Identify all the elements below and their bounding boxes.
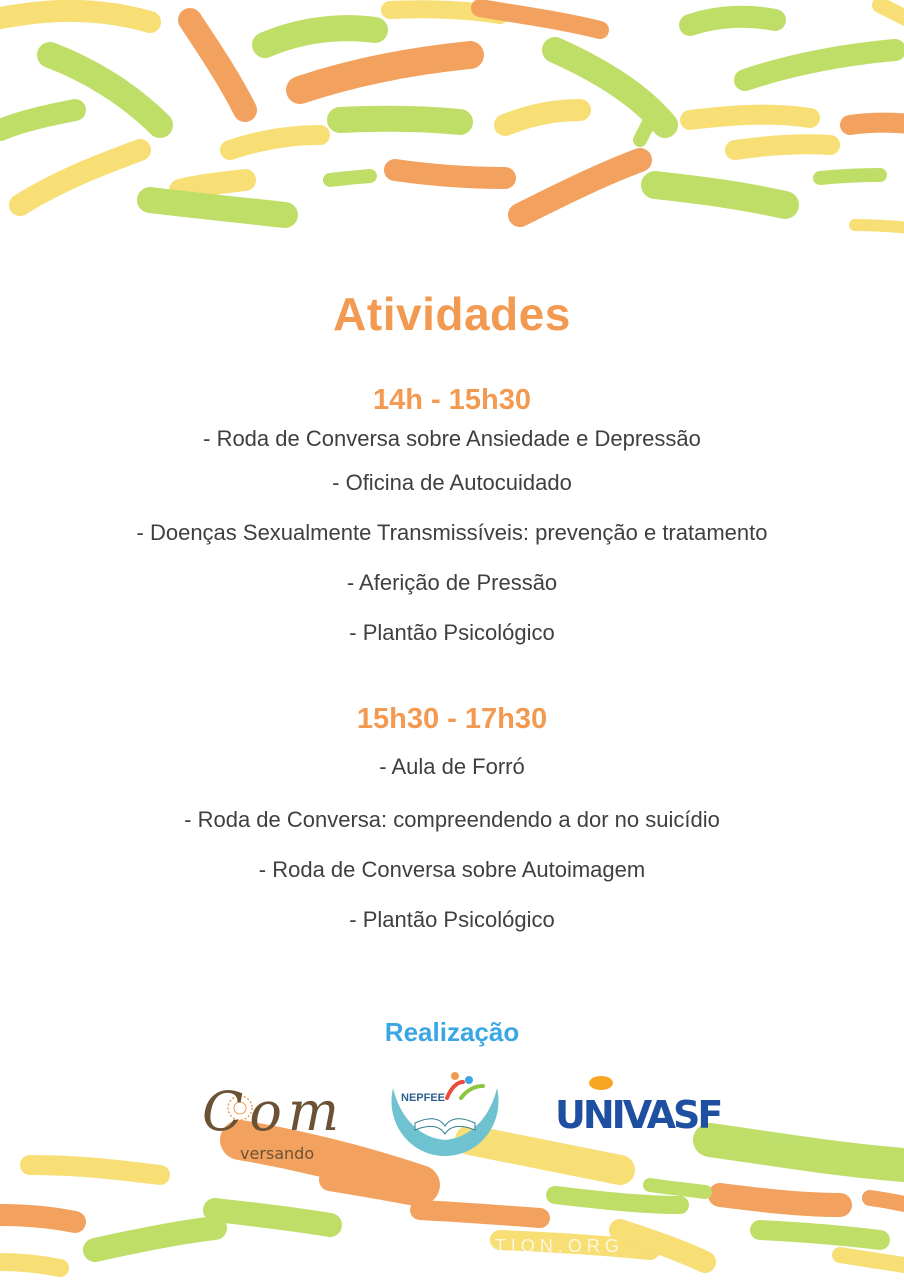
- nepfee-logo: [385, 1068, 505, 1163]
- watermark: WWW.DEFOUNDATION.ORG: [280, 1236, 624, 1256]
- activity-item: - Roda de Conversa sobre Ansiedade e Depressão: [203, 426, 701, 451]
- session-2-time: 15h30 - 17h30: [356, 703, 548, 735]
- activity-item: - Doenças Sexualmente Transmissíveis: prevenção e tratamento: [136, 520, 768, 545]
- page-title: Atividades: [333, 288, 571, 340]
- activity-item: - Aferição de Pressão: [346, 570, 558, 595]
- activity-item: - Oficina de Autocuidado: [332, 470, 572, 495]
- activity-item: - Roda de Conversa sobre Autoimagem: [258, 857, 646, 882]
- comversando-logo: [200, 1080, 350, 1170]
- comversando-sub-text: versando: [240, 1144, 315, 1163]
- univasf-text: UNIVASF: [555, 1093, 721, 1137]
- credits-heading: Realização: [384, 1017, 520, 1047]
- session-2: [0, 699, 904, 945]
- nepfee-text: NEPFEE: [401, 1092, 446, 1104]
- activity-item: - Plantão Psicológico: [349, 907, 555, 932]
- session-1: [0, 380, 904, 658]
- comversando-main-text: Com: [202, 1080, 346, 1143]
- activity-item: - Roda de Conversa: compreendendo a dor no suicídio: [184, 807, 720, 832]
- nepfee-mark: [385, 1068, 505, 1163]
- session-1-time: 14h - 15h30: [373, 384, 531, 416]
- univasf-logo: [553, 1075, 721, 1147]
- activity-item: - Aula de Forró: [379, 754, 525, 779]
- activity-item: - Plantão Psicológico: [349, 620, 555, 645]
